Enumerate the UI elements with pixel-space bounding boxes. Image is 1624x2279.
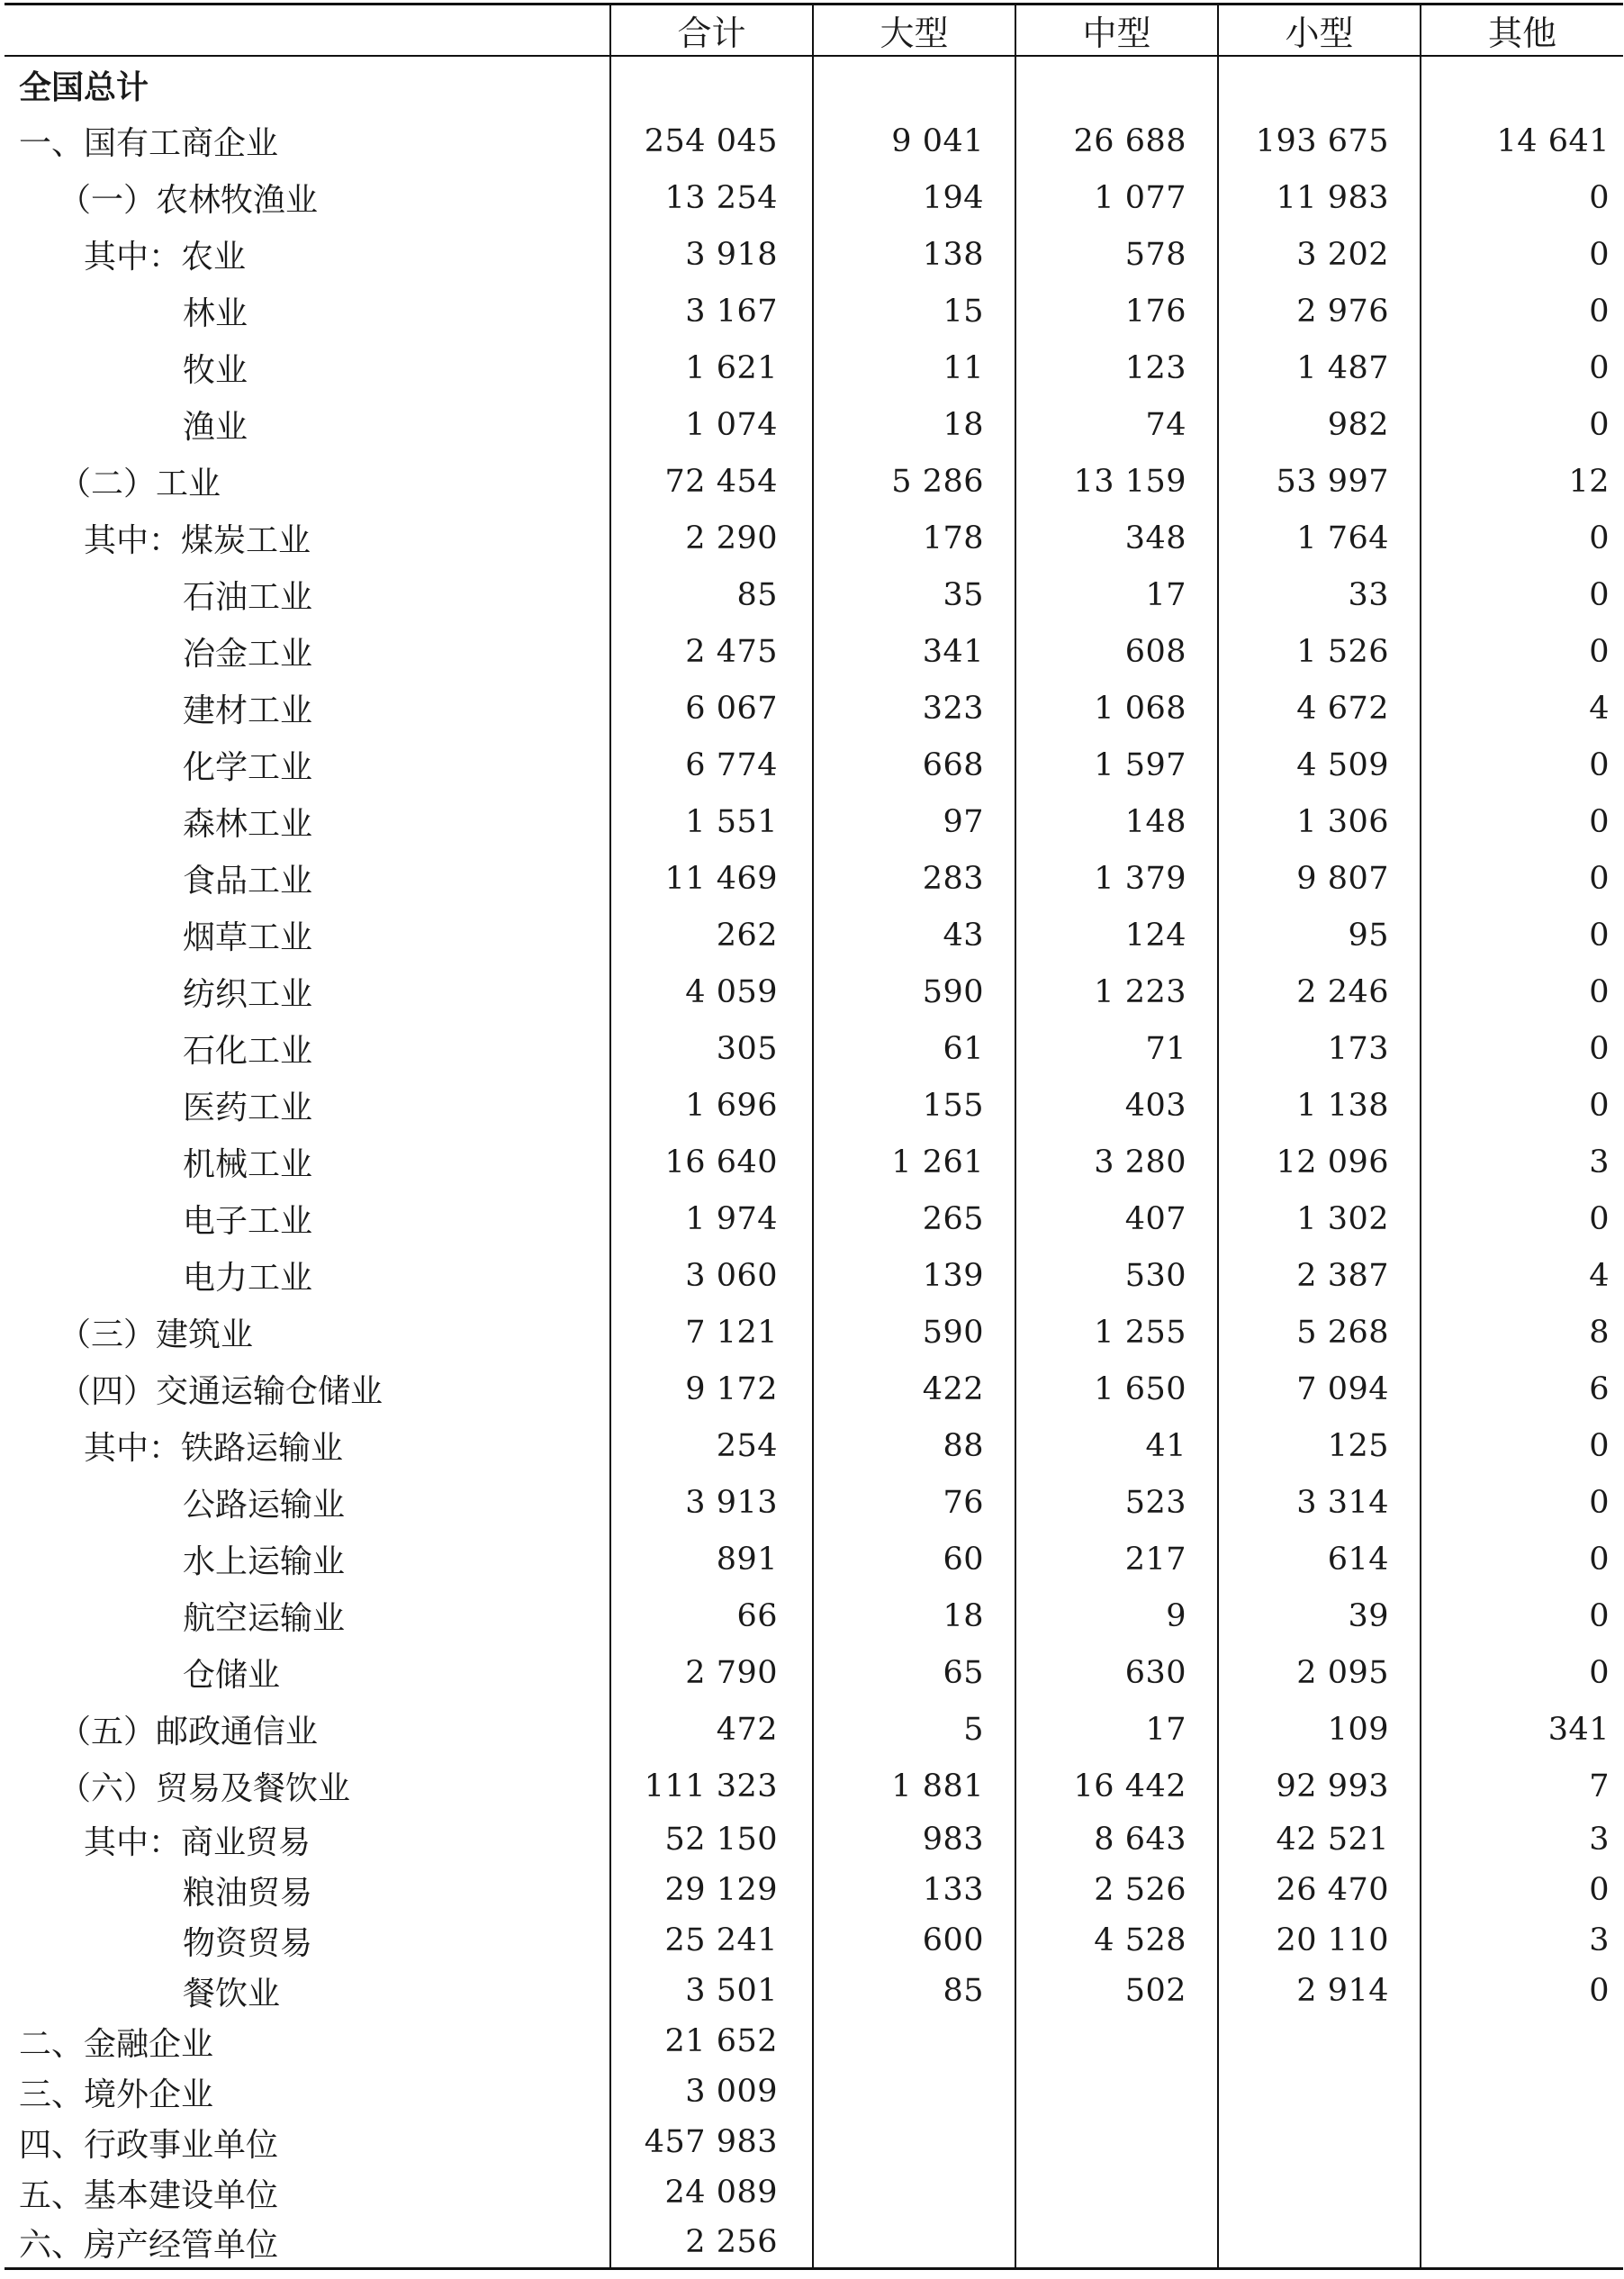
- row-label: 餐饮业: [183, 1975, 281, 2012]
- cell-medium: 407: [1015, 1190, 1218, 1247]
- cell-large: 5: [813, 1701, 1015, 1758]
- row-label: （六）贸易及餐饮业: [59, 1770, 351, 1807]
- cell-total: [610, 56, 813, 113]
- cell-total: 11 469: [610, 850, 813, 907]
- cell-small: 125: [1218, 1417, 1421, 1474]
- cell-medium: [1015, 2066, 1218, 2117]
- table-row: [5, 453, 1623, 510]
- table-row: [5, 1247, 1623, 1304]
- cell-other: 7: [1421, 1758, 1623, 1814]
- cell-total: 66: [610, 1587, 813, 1644]
- cell-medium: 17: [1015, 566, 1218, 623]
- cell-medium: 123: [1015, 339, 1218, 396]
- cell-total: 1 551: [610, 793, 813, 850]
- row-label: 公路运输业: [183, 1487, 346, 1524]
- table-row: [5, 850, 1623, 907]
- table-row: [5, 1587, 1623, 1644]
- cell-total: 2 475: [610, 623, 813, 680]
- cell-total: 25 241: [610, 1915, 813, 1966]
- cell-medium: 608: [1015, 623, 1218, 680]
- header-other: 其他: [1421, 5, 1623, 57]
- cell-large: 422: [813, 1361, 1015, 1417]
- cell-total: 24 089: [610, 2167, 813, 2218]
- cell-large: 18: [813, 1587, 1015, 1644]
- table-row: [5, 1134, 1623, 1190]
- table-row: [5, 907, 1623, 963]
- row-label: 其中：铁路运输业: [84, 1430, 344, 1467]
- cell-other: 0: [1421, 283, 1623, 339]
- cell-other: 0: [1421, 1190, 1623, 1247]
- cell-large: 194: [813, 169, 1015, 226]
- cell-medium: 148: [1015, 793, 1218, 850]
- cell-small: 109: [1218, 1701, 1421, 1758]
- row-label: （四）交通运输仓储业: [59, 1373, 383, 1410]
- header-large: 大型: [813, 5, 1015, 57]
- header-total: 合计: [610, 5, 813, 57]
- row-label: 石化工业: [183, 1033, 313, 1070]
- cell-other: 0: [1421, 1644, 1623, 1701]
- cell-small: 4 672: [1218, 680, 1421, 737]
- cell-total: 2 290: [610, 510, 813, 566]
- cell-medium: 1 068: [1015, 680, 1218, 737]
- cell-large: 983: [813, 1814, 1015, 1865]
- cell-medium: 1 379: [1015, 850, 1218, 907]
- cell-medium: 3 280: [1015, 1134, 1218, 1190]
- row-label: 其中：农业: [84, 239, 247, 276]
- row-label: 渔业: [183, 409, 248, 446]
- cell-medium: [1015, 2016, 1218, 2066]
- table-row: [5, 680, 1623, 737]
- cell-other: 0: [1421, 226, 1623, 283]
- cell-medium: [1015, 2218, 1218, 2268]
- cell-medium: 403: [1015, 1077, 1218, 1134]
- cell-other: [1421, 2167, 1623, 2218]
- cell-small: 53 997: [1218, 453, 1421, 510]
- row-label: 石油工业: [183, 579, 313, 616]
- row-label: （三）建筑业: [59, 1316, 254, 1353]
- table-row: [5, 226, 1623, 283]
- cell-other: 0: [1421, 793, 1623, 850]
- cell-small: [1218, 56, 1421, 113]
- cell-small: 20 110: [1218, 1915, 1421, 1966]
- table-row: [5, 1966, 1623, 2016]
- cell-small: 1 302: [1218, 1190, 1421, 1247]
- cell-other: 0: [1421, 850, 1623, 907]
- table-row: [5, 623, 1623, 680]
- cell-large: 60: [813, 1531, 1015, 1587]
- table-row: [5, 737, 1623, 793]
- cell-medium: 1 077: [1015, 169, 1218, 226]
- cell-total: 3 918: [610, 226, 813, 283]
- cell-medium: 26 688: [1015, 113, 1218, 169]
- enterprise-count-table: [5, 3, 1623, 2270]
- cell-total: 254: [610, 1417, 813, 1474]
- cell-medium: 502: [1015, 1966, 1218, 2016]
- header-small: 小型: [1218, 5, 1421, 57]
- row-label: 其中：商业贸易: [84, 1823, 311, 1861]
- cell-large: 341: [813, 623, 1015, 680]
- cell-total: 1 696: [610, 1077, 813, 1134]
- row-label: 建材工业: [183, 692, 313, 729]
- cell-other: 0: [1421, 1966, 1623, 2016]
- cell-large: 590: [813, 1304, 1015, 1361]
- cell-total: 4 059: [610, 963, 813, 1020]
- cell-small: [1218, 2016, 1421, 2066]
- cell-medium: 16 442: [1015, 1758, 1218, 1814]
- table-row: [5, 566, 1623, 623]
- cell-other: [1421, 2117, 1623, 2167]
- cell-large: [813, 2218, 1015, 2268]
- cell-large: 11: [813, 339, 1015, 396]
- cell-total: 72 454: [610, 453, 813, 510]
- cell-total: 3 913: [610, 1474, 813, 1531]
- cell-small: 1 306: [1218, 793, 1421, 850]
- cell-small: 982: [1218, 396, 1421, 453]
- table-row: [5, 1531, 1623, 1587]
- cell-other: 0: [1421, 1417, 1623, 1474]
- table-row: [5, 169, 1623, 226]
- table-row: [5, 1190, 1623, 1247]
- cell-small: 3 314: [1218, 1474, 1421, 1531]
- cell-medium: 17: [1015, 1701, 1218, 1758]
- cell-other: 0: [1421, 1865, 1623, 1915]
- table-row: [5, 2016, 1623, 2066]
- cell-large: 43: [813, 907, 1015, 963]
- cell-medium: 74: [1015, 396, 1218, 453]
- row-label: 水上运输业: [183, 1543, 346, 1580]
- cell-other: 0: [1421, 623, 1623, 680]
- cell-large: [813, 2117, 1015, 2167]
- cell-total: 2 256: [610, 2218, 813, 2268]
- cell-other: 0: [1421, 907, 1623, 963]
- table-row: [5, 1865, 1623, 1915]
- cell-large: 5 286: [813, 453, 1015, 510]
- cell-other: 0: [1421, 1474, 1623, 1531]
- row-label: 其中：煤炭工业: [84, 522, 311, 559]
- table-row: [5, 1474, 1623, 1531]
- cell-large: 155: [813, 1077, 1015, 1134]
- cell-large: 18: [813, 396, 1015, 453]
- table-row: [5, 1814, 1623, 1865]
- cell-large: 88: [813, 1417, 1015, 1474]
- row-label: 二、金融企业: [19, 2025, 214, 2063]
- table-row: [5, 1644, 1623, 1701]
- cell-small: 614: [1218, 1531, 1421, 1587]
- cell-small: 39: [1218, 1587, 1421, 1644]
- cell-large: [813, 2167, 1015, 2218]
- cell-large: 265: [813, 1190, 1015, 1247]
- cell-large: 133: [813, 1865, 1015, 1915]
- cell-medium: 530: [1015, 1247, 1218, 1304]
- cell-other: 12: [1421, 453, 1623, 510]
- row-label: 全国总计: [19, 68, 149, 106]
- table-header: [5, 5, 1623, 57]
- cell-medium: 578: [1015, 226, 1218, 283]
- cell-large: 600: [813, 1915, 1015, 1966]
- cell-medium: 1 597: [1015, 737, 1218, 793]
- row-label: 四、行政事业单位: [19, 2126, 279, 2164]
- cell-other: 341: [1421, 1701, 1623, 1758]
- cell-medium: 4 528: [1015, 1915, 1218, 1966]
- cell-large: 15: [813, 283, 1015, 339]
- cell-small: 1 138: [1218, 1077, 1421, 1134]
- cell-large: 65: [813, 1644, 1015, 1701]
- cell-small: 42 521: [1218, 1814, 1421, 1865]
- cell-large: 35: [813, 566, 1015, 623]
- cell-other: 6: [1421, 1361, 1623, 1417]
- cell-small: 173: [1218, 1020, 1421, 1077]
- cell-total: 6 067: [610, 680, 813, 737]
- cell-medium: 217: [1015, 1531, 1218, 1587]
- cell-total: 891: [610, 1531, 813, 1587]
- row-label: （五）邮政通信业: [59, 1714, 319, 1750]
- cell-large: [813, 56, 1015, 113]
- table-row: [5, 1758, 1623, 1814]
- row-label: 烟草工业: [183, 919, 313, 956]
- header-medium: 中型: [1015, 5, 1218, 57]
- cell-medium: 176: [1015, 283, 1218, 339]
- table-row: [5, 2167, 1623, 2218]
- row-label: 一、国有工商企业: [19, 125, 279, 162]
- cell-large: 178: [813, 510, 1015, 566]
- cell-total: 29 129: [610, 1865, 813, 1915]
- row-label: 牧业: [183, 352, 248, 389]
- cell-medium: 124: [1015, 907, 1218, 963]
- cell-large: [813, 2066, 1015, 2117]
- table-row: [5, 1020, 1623, 1077]
- cell-other: [1421, 2016, 1623, 2066]
- cell-medium: 1 255: [1015, 1304, 1218, 1361]
- cell-total: 85: [610, 566, 813, 623]
- cell-small: 2 976: [1218, 283, 1421, 339]
- cell-large: 1 261: [813, 1134, 1015, 1190]
- cell-other: 0: [1421, 1020, 1623, 1077]
- table-row: [5, 2066, 1623, 2117]
- cell-small: 9 807: [1218, 850, 1421, 907]
- table-row: [5, 1701, 1623, 1758]
- cell-medium: 8 643: [1015, 1814, 1218, 1865]
- cell-small: [1218, 2218, 1421, 2268]
- row-label: 仓储业: [183, 1657, 281, 1694]
- row-label: 森林工业: [183, 806, 313, 843]
- cell-total: 1 074: [610, 396, 813, 453]
- cell-small: 3 202: [1218, 226, 1421, 283]
- cell-large: 138: [813, 226, 1015, 283]
- cell-medium: 41: [1015, 1417, 1218, 1474]
- row-label: 纺织工业: [183, 976, 313, 1013]
- cell-large: 668: [813, 737, 1015, 793]
- cell-small: [1218, 2066, 1421, 2117]
- row-label: 医药工业: [183, 1090, 313, 1126]
- cell-other: [1421, 56, 1623, 113]
- row-label: 五、基本建设单位: [19, 2176, 279, 2214]
- cell-small: 193 675: [1218, 113, 1421, 169]
- cell-other: 0: [1421, 1077, 1623, 1134]
- row-label: 三、境外企业: [19, 2076, 214, 2113]
- row-label: 林业: [183, 295, 248, 332]
- cell-medium: 348: [1015, 510, 1218, 566]
- cell-large: 61: [813, 1020, 1015, 1077]
- cell-large: 139: [813, 1247, 1015, 1304]
- cell-small: [1218, 2117, 1421, 2167]
- cell-small: 92 993: [1218, 1758, 1421, 1814]
- cell-total: 21 652: [610, 2016, 813, 2066]
- cell-total: 3 060: [610, 1247, 813, 1304]
- table-row: [5, 113, 1623, 169]
- cell-medium: 71: [1015, 1020, 1218, 1077]
- cell-total: 111 323: [610, 1758, 813, 1814]
- cell-small: 26 470: [1218, 1865, 1421, 1915]
- cell-small: 5 268: [1218, 1304, 1421, 1361]
- cell-large: 590: [813, 963, 1015, 1020]
- table-row: [5, 339, 1623, 396]
- cell-small: 12 096: [1218, 1134, 1421, 1190]
- cell-small: 33: [1218, 566, 1421, 623]
- cell-total: 2 790: [610, 1644, 813, 1701]
- cell-small: 95: [1218, 907, 1421, 963]
- cell-medium: [1015, 2167, 1218, 2218]
- table-row: [5, 510, 1623, 566]
- cell-other: 3: [1421, 1134, 1623, 1190]
- cell-other: 0: [1421, 1587, 1623, 1644]
- statistics-table-sheet: [5, 3, 1621, 2270]
- cell-large: 323: [813, 680, 1015, 737]
- table-row: [5, 1915, 1623, 1966]
- cell-medium: 2 526: [1015, 1865, 1218, 1915]
- cell-total: 6 774: [610, 737, 813, 793]
- cell-small: 1 526: [1218, 623, 1421, 680]
- cell-total: 1 974: [610, 1190, 813, 1247]
- row-label: 电力工业: [183, 1260, 313, 1297]
- table-row: [5, 793, 1623, 850]
- cell-other: 0: [1421, 737, 1623, 793]
- cell-total: 305: [610, 1020, 813, 1077]
- cell-total: 254 045: [610, 113, 813, 169]
- table-row: [5, 283, 1623, 339]
- row-label: （二）工业: [59, 466, 221, 502]
- cell-medium: 1 650: [1015, 1361, 1218, 1417]
- cell-total: 3 009: [610, 2066, 813, 2117]
- cell-total: 9 172: [610, 1361, 813, 1417]
- row-label: 航空运输业: [183, 1600, 346, 1637]
- cell-total: 472: [610, 1701, 813, 1758]
- cell-medium: 630: [1015, 1644, 1218, 1701]
- cell-total: 457 983: [610, 2117, 813, 2167]
- table-row: [5, 963, 1623, 1020]
- cell-small: 2 387: [1218, 1247, 1421, 1304]
- cell-small: 4 509: [1218, 737, 1421, 793]
- cell-medium: 1 223: [1015, 963, 1218, 1020]
- cell-large: 9 041: [813, 113, 1015, 169]
- cell-total: 52 150: [610, 1814, 813, 1865]
- cell-total: 13 254: [610, 169, 813, 226]
- row-label: 冶金工业: [183, 636, 313, 673]
- cell-small: [1218, 2167, 1421, 2218]
- cell-medium: [1015, 56, 1218, 113]
- cell-other: 0: [1421, 566, 1623, 623]
- row-label: 机械工业: [183, 1146, 313, 1183]
- cell-other: 3: [1421, 1915, 1623, 1966]
- cell-large: 85: [813, 1966, 1015, 2016]
- cell-total: 7 121: [610, 1304, 813, 1361]
- cell-other: 4: [1421, 1247, 1623, 1304]
- cell-large: 76: [813, 1474, 1015, 1531]
- row-label: 电子工业: [183, 1203, 313, 1240]
- cell-small: 2 095: [1218, 1644, 1421, 1701]
- row-label: 化学工业: [183, 749, 313, 786]
- cell-other: 0: [1421, 396, 1623, 453]
- cell-other: 4: [1421, 680, 1623, 737]
- cell-other: 14 641: [1421, 113, 1623, 169]
- row-label: 物资贸易: [183, 1924, 313, 1962]
- table-row: [5, 396, 1623, 453]
- table-row: [5, 1361, 1623, 1417]
- table-row: [5, 1077, 1623, 1134]
- cell-large: 97: [813, 793, 1015, 850]
- cell-other: [1421, 2066, 1623, 2117]
- cell-other: 0: [1421, 1531, 1623, 1587]
- cell-other: 8: [1421, 1304, 1623, 1361]
- row-label: 六、房产经管单位: [5, 2218, 610, 2268]
- cell-total: 3 501: [610, 1966, 813, 2016]
- cell-large: 283: [813, 850, 1015, 907]
- cell-medium: 13 159: [1015, 453, 1218, 510]
- cell-medium: [1015, 2117, 1218, 2167]
- cell-other: 3: [1421, 1814, 1623, 1865]
- cell-other: [1421, 2218, 1623, 2268]
- cell-other: 0: [1421, 510, 1623, 566]
- cell-other: 0: [1421, 339, 1623, 396]
- table-row: [5, 1417, 1623, 1474]
- cell-small: 11 983: [1218, 169, 1421, 226]
- row-label: 食品工业: [183, 863, 313, 900]
- cell-small: 2 914: [1218, 1966, 1421, 2016]
- row-label: （一）农林牧渔业: [59, 182, 319, 219]
- cell-small: 1 764: [1218, 510, 1421, 566]
- row-label: 粮油贸易: [183, 1874, 313, 1912]
- table-row: [5, 1304, 1623, 1361]
- table-row: [5, 2117, 1623, 2167]
- table-body: [5, 56, 1623, 2268]
- header-row: [5, 5, 1623, 57]
- cell-total: 3 167: [610, 283, 813, 339]
- cell-total: 1 621: [610, 339, 813, 396]
- cell-small: 2 246: [1218, 963, 1421, 1020]
- cell-large: 1 881: [813, 1758, 1015, 1814]
- cell-other: 0: [1421, 963, 1623, 1020]
- cell-small: 1 487: [1218, 339, 1421, 396]
- cell-other: 0: [1421, 169, 1623, 226]
- cell-medium: 9: [1015, 1587, 1218, 1644]
- table-row: [5, 2218, 1623, 2268]
- cell-medium: 523: [1015, 1474, 1218, 1531]
- cell-small: 7 094: [1218, 1361, 1421, 1417]
- table-row: [5, 56, 1623, 113]
- cell-large: [813, 2016, 1015, 2066]
- cell-total: 262: [610, 907, 813, 963]
- cell-total: 16 640: [610, 1134, 813, 1190]
- header-label-column: [5, 5, 610, 57]
